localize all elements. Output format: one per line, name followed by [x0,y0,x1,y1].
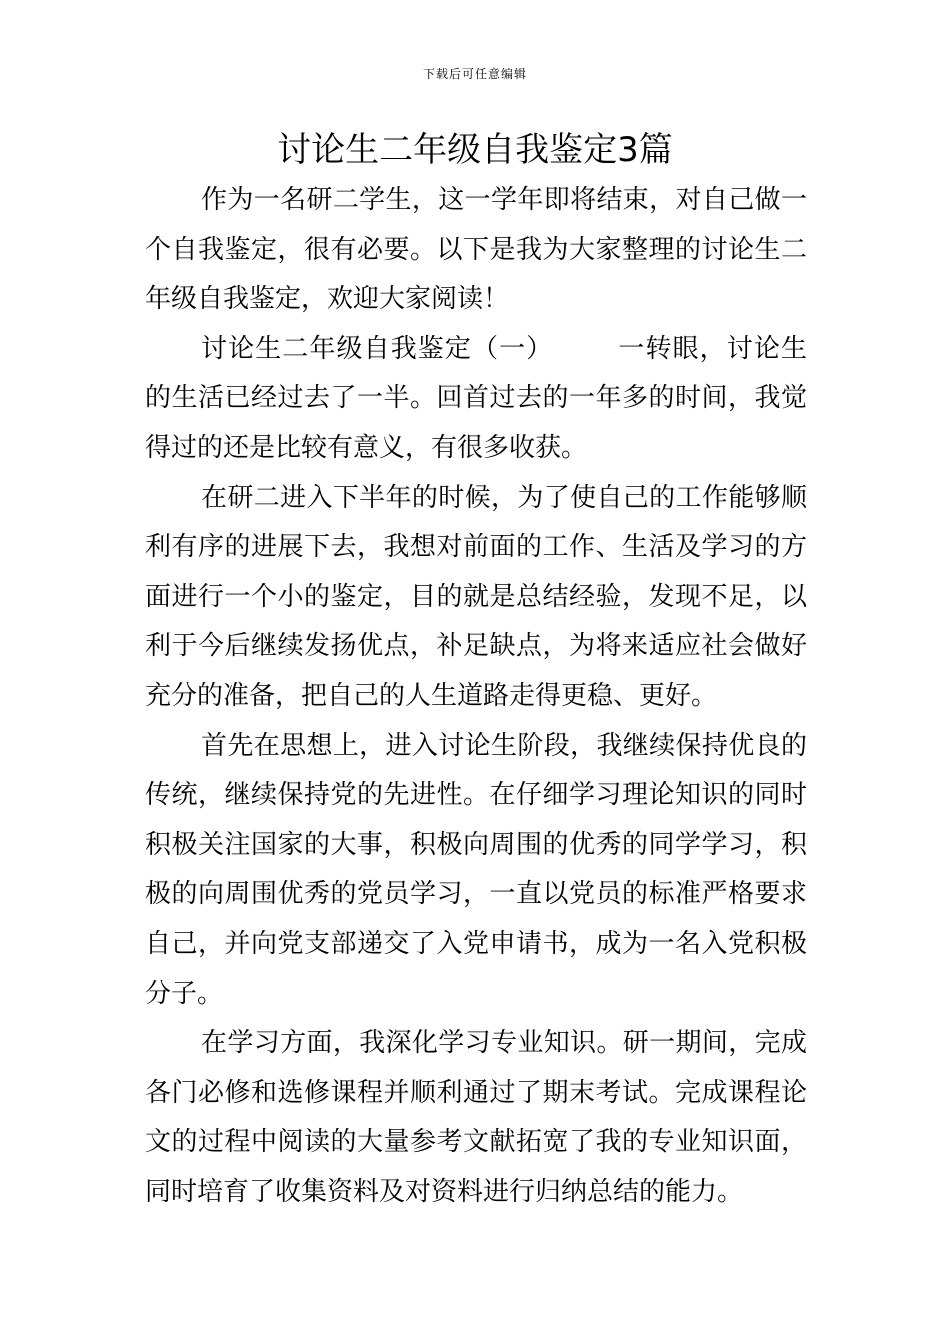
body-paragraph: 在研二进入下半年的时候，为了使自己的工作能够顺利有序的进展下去，我想对前面的工作、生活及学习的方面进行一个小的鉴定，目的就是总结经验，发现不足，以利于今后继续发扬优点，补足缺点，为将来适应社会做好充分的准备，把自己的人生道路走得更稳、更好。 [145,482,807,711]
body-paragraph: 在学习方面，我深化学习专业知识。研一期间，完成各门必修和选修课程并顺利通过了期末考试。完成课程论文的过程中阅读的大量参考文献拓宽了我的专业知识面，同时培育了收集资料及对资料进行归纳总结的能力。 [145,1028,807,1207]
section-one-paragraph [145,325,807,474]
document-body [145,176,807,1217]
header-note: 下载后可任意编辑 [422,67,527,81]
section-first-text: 一转眼，讨论生的生活已经过去了一半。回首过去的一年多的时间，我觉得过的还是比较有意义，有很多收获。 [145,333,807,463]
document-title: 讨论生二年级自我鉴定3篇 [277,130,673,170]
section-heading: 讨论生二年级自我鉴定（一） [201,333,554,364]
intro-paragraph: 作为一名研二学生，这一学年即将结束，对自己做一个自我鉴定，很有必要。以下是我为大家整理的讨论生二年级自我鉴定，欢迎大家阅读！ [145,185,807,315]
body-paragraph: 首先在思想上，进入讨论生阶段，我继续保持优良的传统，继续保持党的先进性。在仔细学习理论知识的同时积极关注国家的大事，积极向周围的优秀的同学学习，积极的向周围优秀的党员学习，一直以党员的标准严格要求自己，并向党支部递交了入党申请书，成为一名入党积极分子。 [145,730,807,1009]
